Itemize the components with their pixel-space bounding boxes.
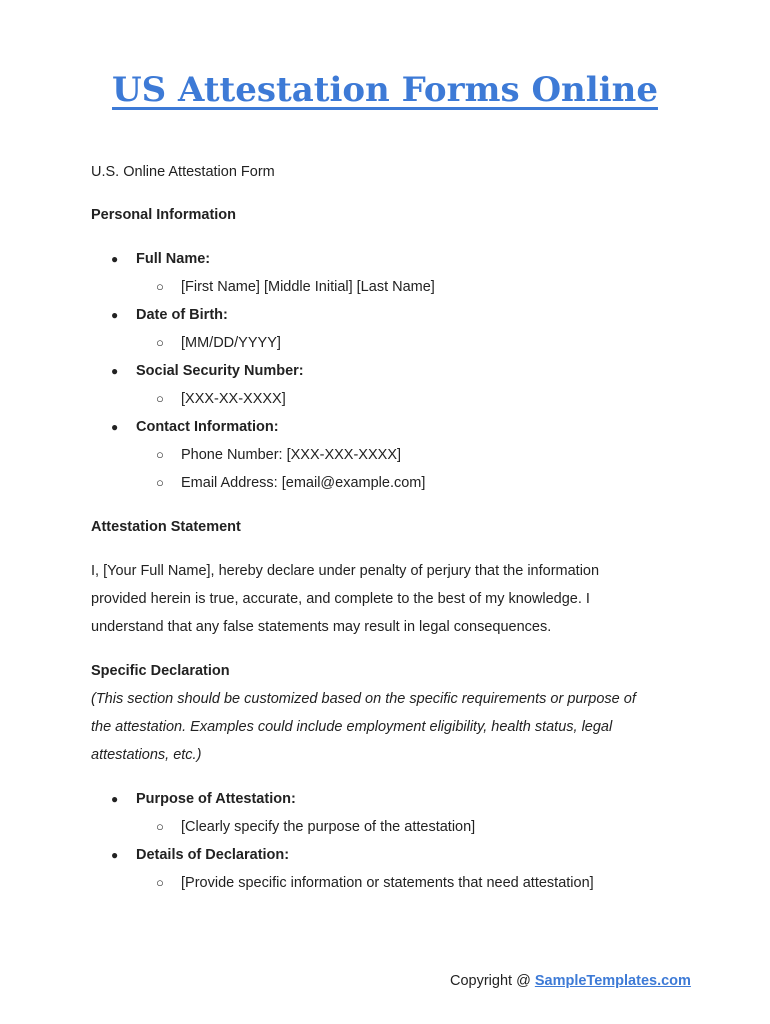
specific-declaration-heading: Specific Declaration xyxy=(91,663,230,679)
bullet-icon: ● xyxy=(111,420,119,434)
list-item-full-name-value xyxy=(156,278,435,296)
phone-value: Phone Number: [XXX-XXX-XXXX] xyxy=(181,447,402,463)
circle-bullet-icon: ○ xyxy=(156,391,164,406)
list-item-phone xyxy=(156,446,401,464)
attestation-line-1: I, [Your Full Name], hereby declare under penalty of perjury that the information xyxy=(91,563,600,579)
details-label: Details of Declaration: xyxy=(136,847,290,863)
attestation-line-2: provided herein is true, accurate, and complete to the best of my knowledge. I xyxy=(91,591,590,607)
purpose-value: [Clearly specify the purpose of the attestation] xyxy=(181,819,476,835)
bullet-icon: ● xyxy=(111,848,119,862)
specific-note-line-3: attestations, etc.) xyxy=(91,747,202,763)
specific-note-line-2: the attestation. Examples could include employment eligibility, health status, legal xyxy=(91,719,613,735)
ssn-value: [XXX-XX-XXXX] xyxy=(181,391,286,407)
list-item-details xyxy=(111,846,289,864)
attestation-heading: Attestation Statement xyxy=(91,519,241,535)
list-item-dob-value xyxy=(156,334,281,352)
list-item-ssn xyxy=(111,362,304,380)
full-name-value: [First Name] [Middle Initial] [Last Name] xyxy=(181,279,435,295)
ssn-label: Social Security Number: xyxy=(136,363,304,379)
circle-bullet-icon: ○ xyxy=(156,475,164,490)
list-item-purpose xyxy=(111,790,296,808)
copyright-text: Copyright @ xyxy=(450,973,535,989)
circle-bullet-icon: ○ xyxy=(156,447,164,462)
contact-label: Contact Information: xyxy=(136,419,279,435)
purpose-label: Purpose of Attestation: xyxy=(136,791,296,807)
personal-info-heading: Personal Information xyxy=(91,207,237,223)
circle-bullet-icon: ○ xyxy=(156,279,164,294)
list-item-ssn-value xyxy=(156,390,286,408)
circle-bullet-icon: ○ xyxy=(156,875,164,890)
copyright-footer xyxy=(450,973,691,989)
list-item-full-name xyxy=(111,250,210,268)
circle-bullet-icon: ○ xyxy=(156,335,164,350)
bullet-icon: ● xyxy=(111,792,119,806)
bullet-icon: ● xyxy=(111,252,119,266)
dob-label: Date of Birth: xyxy=(136,307,228,323)
list-item-dob xyxy=(111,306,228,324)
bullet-icon: ● xyxy=(111,364,119,378)
list-item-purpose-value xyxy=(156,818,475,836)
circle-bullet-icon: ○ xyxy=(156,819,164,834)
list-item-contact xyxy=(111,418,279,436)
bullet-icon: ● xyxy=(111,308,119,322)
attestation-line-3: understand that any false statements may result in legal consequences. xyxy=(91,619,552,635)
dob-value: [MM/DD/YYYY] xyxy=(181,335,281,351)
list-item-email xyxy=(156,474,425,492)
list-item-details-value xyxy=(156,874,594,892)
specific-note-line-1: (This section should be customized based on the specific requirements or purpose of xyxy=(91,691,636,707)
email-value: Email Address: [email@example.com] xyxy=(181,475,426,491)
form-title: U.S. Online Attestation Form xyxy=(91,164,275,180)
full-name-label: Full Name: xyxy=(136,251,211,267)
sampletemplates-link[interactable]: SampleTemplates.com xyxy=(534,973,691,989)
details-value: [Provide specific information or statements that need attestation] xyxy=(181,875,594,891)
page-title: US Attestation Forms Online xyxy=(112,70,658,110)
